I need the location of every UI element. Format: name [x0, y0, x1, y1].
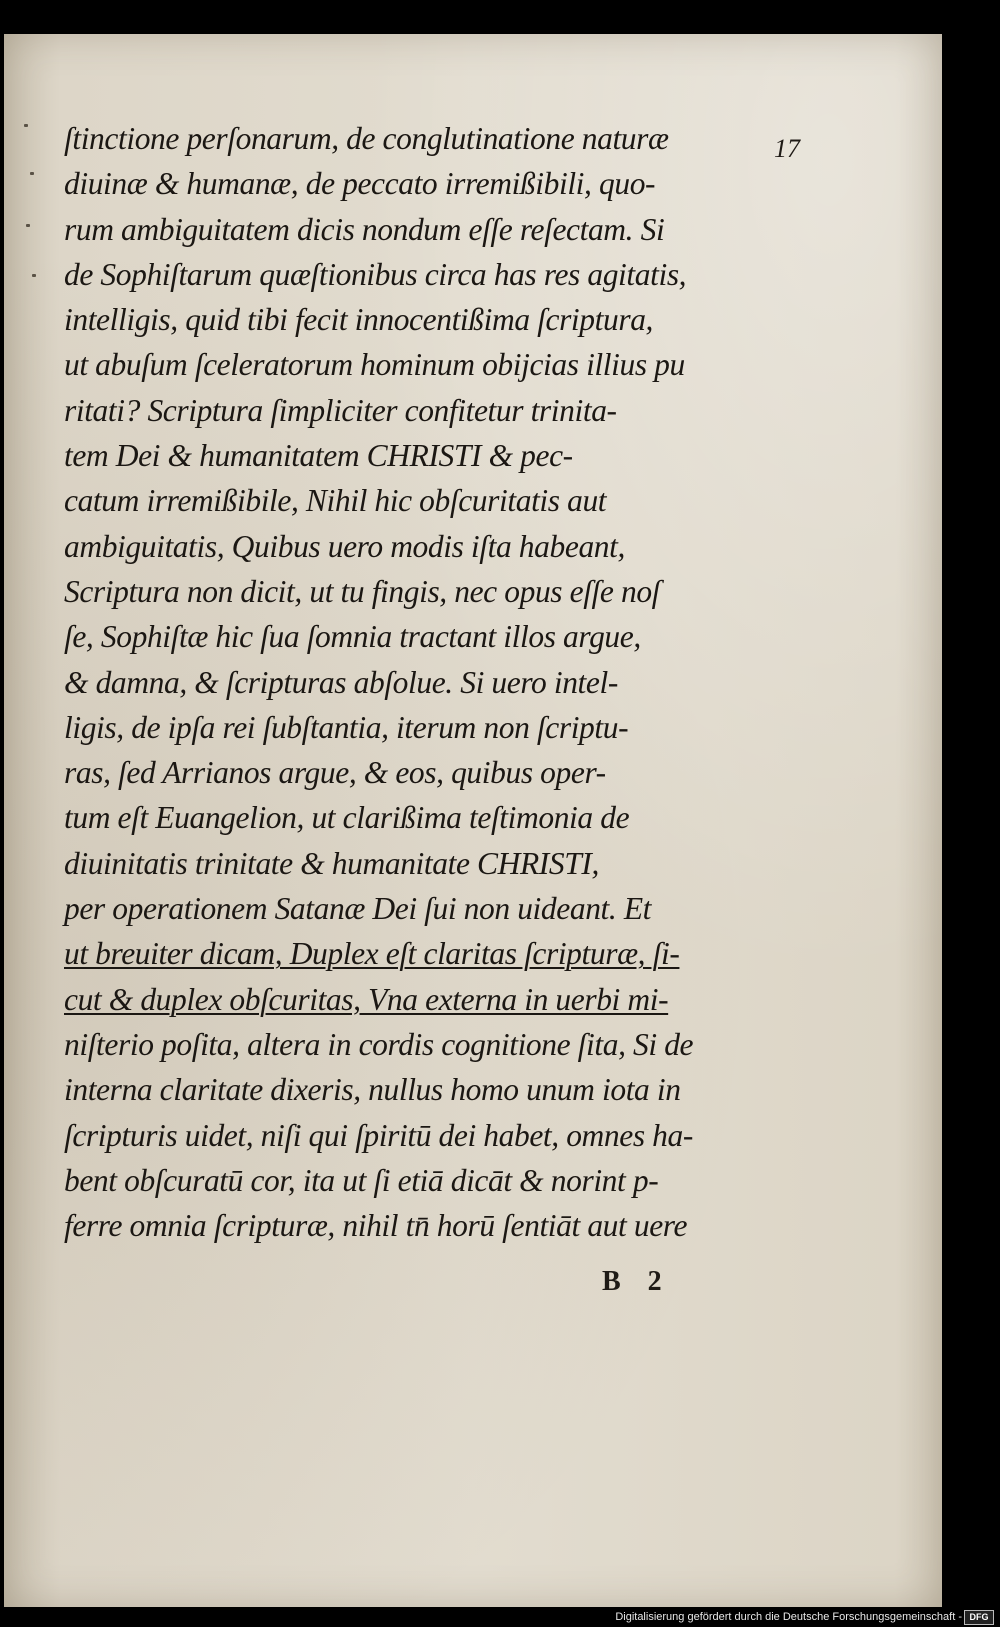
text-line: ut abuſum ſceleratorum hominum obijcias illius pu — [64, 347, 685, 383]
text-line: per operationem Satanæ Dei ſui non uideant. Et — [64, 891, 652, 927]
text-line: diuinæ & humanæ, de peccato irremißibili, quo- — [64, 166, 656, 202]
text-line: tem Dei & humanitatem CHRISTI & pec- — [64, 438, 573, 474]
text-line: niſterio poſita, altera in cordis cognitione ſita, Si de — [64, 1026, 694, 1062]
text-line: diuinitatis trinitate & humanitate CHRISTI, — [64, 845, 599, 881]
text-line: ſe, Sophiſtæ hic ſua ſomnia tractant illos argue, — [64, 619, 641, 655]
text-line: catum irremißibile, Nihil hic obſcuritatis aut — [64, 483, 607, 519]
text-line: ſtinctione perſonarum, de conglutinatione naturæ — [64, 121, 669, 156]
text-line: ambiguitatis, Quibus uero modis iſta habeant, — [64, 528, 625, 564]
text-line: tum eſt Euangelion, ut clarißima teſtimonia de — [64, 800, 630, 836]
book-page — [4, 34, 942, 1607]
text-line: bent obſcuratū cor, ita ut ſi etiā dicāt & norint p- — [64, 1162, 659, 1198]
text-line: Scriptura non dicit, ut tu fingis, nec opus eſſe noſ — [64, 573, 661, 609]
text-line: de Sophiſtarum quæſtionibus circa has res agitatis, — [64, 256, 687, 292]
signature-mark: B 2 — [602, 1266, 672, 1297]
text-line: intelligis, quid tibi fecit innocentißima ſcriptura, — [64, 302, 654, 338]
text-line: ligis, de ipſa rei ſubſtantia, iterum non ſcriptu- — [64, 709, 629, 745]
text-line: interna claritate dixeris, nullus homo unum iota in — [64, 1072, 681, 1108]
funding-credit: Digitalisierung gefördert durch die Deutsche Forschungsgemeinschaft - — [615, 1611, 962, 1623]
page-number: 17 — [774, 134, 800, 163]
text-line: rum ambiguitatem dicis nondum eſſe reſectam. Si — [64, 211, 665, 247]
text-line: ſcripturis uidet, niſi qui ſpiritū dei habet, omnes ha- — [64, 1117, 693, 1153]
text-block — [64, 116, 764, 1248]
dfg-logo-icon: DFG — [964, 1610, 994, 1625]
text-line-underlined: cut & duplex obſcuritas, Vna externa in uerbi mi- — [64, 981, 669, 1017]
text-line: & damna, & ſcripturas abſolue. Si uero intel- — [64, 664, 618, 700]
text-line: ras, ſed Arrianos argue, & eos, quibus oper- — [64, 755, 606, 791]
text-line: ritati? Scriptura ſimpliciter confitetur trinita- — [64, 392, 617, 428]
text-line-underlined: ut breuiter dicam, Duplex eſt claritas ſcripturæ, ſi- — [64, 936, 680, 972]
text-line: ferre omnia ſcripturæ, nihil tn̄ horū ſentiāt aut uere — [64, 1208, 688, 1244]
margin-marks — [22, 124, 42, 324]
